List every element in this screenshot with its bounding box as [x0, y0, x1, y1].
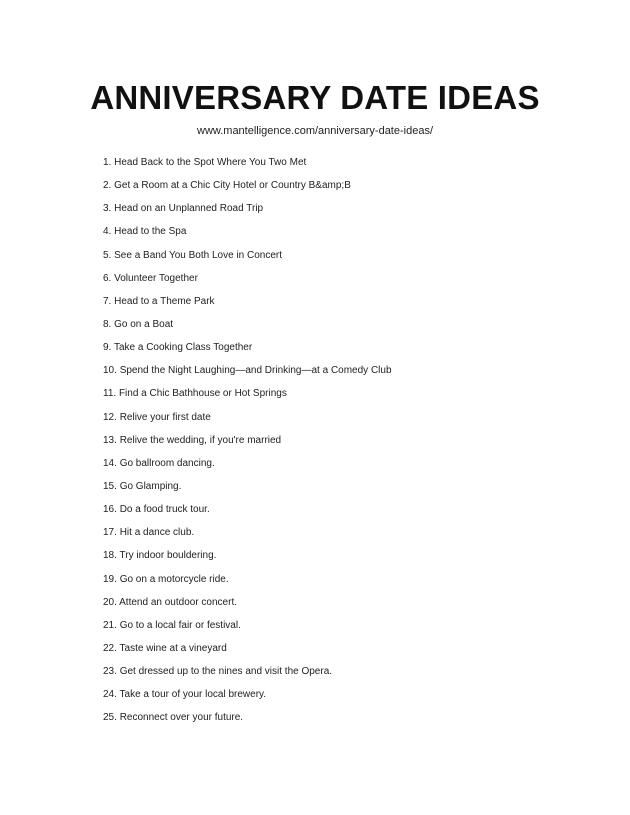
list-item-number: 20. — [103, 596, 117, 608]
list-item — [103, 247, 392, 270]
list-item-number: 15. — [103, 480, 117, 492]
list-item-number: 3. — [103, 203, 112, 215]
source-url: www.mantelligence.com/anniversary-date-ideas/ — [197, 125, 433, 137]
list-item-number: 2. — [103, 180, 112, 192]
list-item-text: Do a food truck tour. — [119, 504, 210, 516]
list-item-number: 16. — [103, 504, 117, 516]
list-item-number: 7. — [103, 295, 112, 307]
list-item — [103, 177, 392, 200]
ideas-list — [103, 154, 392, 733]
list-item-number: 11. — [103, 388, 117, 400]
list-item-number: 24. — [103, 689, 117, 701]
list-item-number: 10. — [103, 365, 117, 377]
list-item — [103, 478, 392, 501]
list-item-text: Find a Chic Bathhouse or Hot Springs — [118, 388, 287, 400]
list-item — [103, 293, 392, 316]
list-item — [103, 200, 392, 223]
list-item — [103, 409, 392, 432]
list-item-text: Take a tour of your local brewery. — [119, 689, 267, 701]
list-item-number: 25. — [103, 712, 117, 724]
list-item-text: Spend the Night Laughing—and Drinking—at a Comedy Club — [119, 365, 392, 377]
list-item-text: Head to the Spa — [114, 226, 187, 238]
list-item-text: Go Glamping. — [119, 480, 182, 492]
list-item — [103, 524, 392, 547]
list-item-text: Attend an outdoor concert. — [119, 596, 237, 608]
list-item-number: 18. — [103, 550, 117, 562]
list-item — [103, 339, 392, 362]
list-item — [103, 362, 392, 385]
list-item-text: Volunteer Together — [114, 272, 198, 284]
list-item-text: Try indoor bouldering. — [119, 550, 217, 562]
list-item-text: Go on a motorcycle ride. — [119, 573, 229, 585]
list-item-number: 13. — [103, 434, 117, 446]
list-item-number: 22. — [103, 642, 117, 654]
list-item-number: 19. — [103, 573, 117, 585]
list-item — [103, 594, 392, 617]
list-item-text: Go on a Boat — [114, 318, 174, 330]
list-item-text: Go to a local fair or festival. — [119, 619, 241, 631]
list-item-number: 8. — [103, 318, 112, 330]
list-item-number: 23. — [103, 666, 117, 678]
list-item-number: 5. — [103, 249, 112, 261]
list-item — [103, 686, 392, 709]
list-item — [103, 154, 392, 177]
list-item-text: Reconnect over your future. — [119, 712, 244, 724]
list-item — [103, 501, 392, 524]
list-item-number: 12. — [103, 411, 117, 423]
list-item-text: Relive your first date — [119, 411, 211, 423]
list-item — [103, 385, 392, 408]
list-item-number: 9. — [103, 342, 112, 354]
list-item-number: 14. — [103, 457, 117, 469]
list-item — [103, 617, 392, 640]
list-item — [103, 547, 392, 570]
list-item-number: 6. — [103, 272, 112, 284]
list-item-text: Head to a Theme Park — [114, 295, 215, 307]
list-item-text: Taste wine at a vineyard — [119, 642, 227, 654]
list-item — [103, 455, 392, 478]
list-item — [103, 640, 392, 663]
list-item — [103, 223, 392, 246]
list-item-text: See a Band You Both Love in Concert — [114, 249, 283, 261]
list-item-number: 4. — [103, 226, 112, 238]
list-item — [103, 270, 392, 293]
list-item-text: Relive the wedding, if you're married — [119, 434, 282, 446]
list-item-text: Go ballroom dancing. — [119, 457, 215, 469]
list-item — [103, 432, 392, 455]
page-title: ANNIVERSARY DATE IDEAS — [90, 79, 540, 116]
list-item-text: Take a Cooking Class Together — [113, 342, 253, 354]
list-item-text: Hit a dance club. — [119, 527, 195, 539]
list-item — [103, 316, 392, 339]
list-item-number: 17. — [103, 527, 117, 539]
list-item — [103, 663, 392, 686]
list-item — [103, 709, 392, 732]
list-item-text: Head on an Unplanned Road Trip — [114, 203, 264, 215]
list-item-text: Get dressed up to the nines and visit the Opera. — [119, 666, 333, 678]
list-item — [103, 571, 392, 594]
list-item-number: 1. — [103, 157, 112, 168]
list-item-text: Head Back to the Spot Where You Two Met — [114, 157, 307, 168]
list-item-number: 21. — [103, 619, 117, 631]
list-item-text: Get a Room at a Chic City Hotel or Country B&amp;B — [114, 180, 351, 192]
